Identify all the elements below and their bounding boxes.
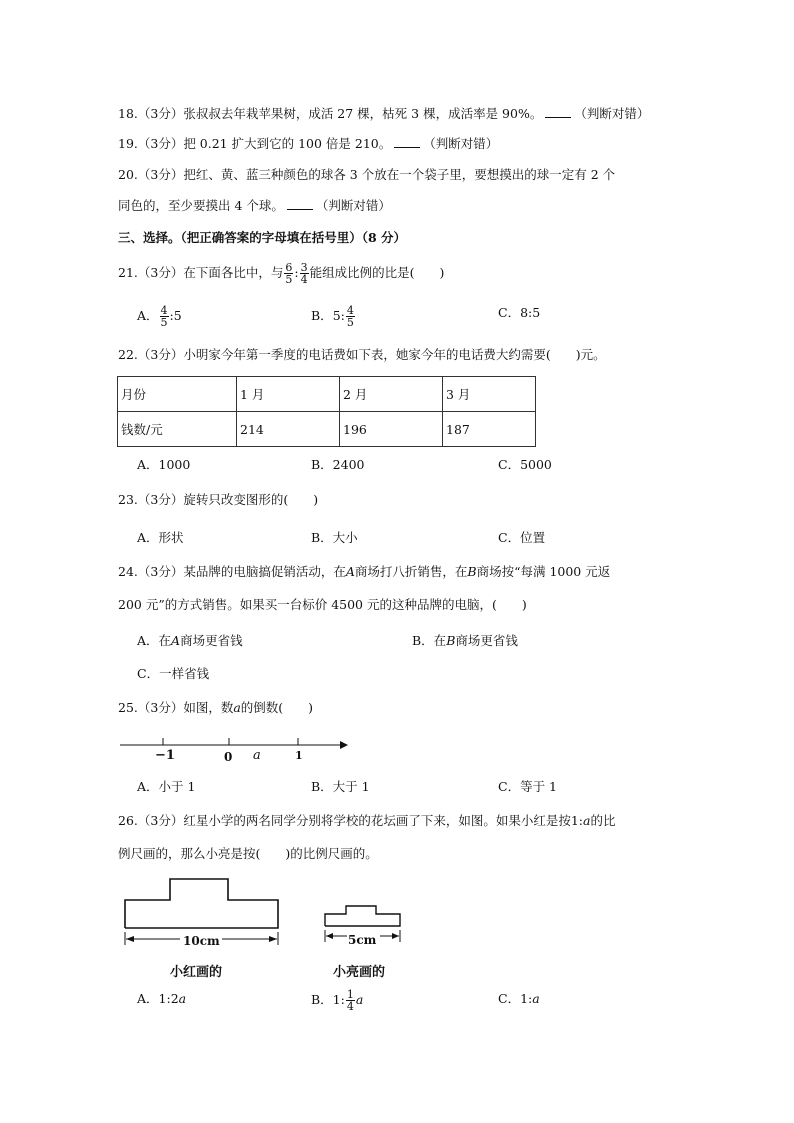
table-cell: 196: [340, 412, 443, 447]
question-19: [118, 136, 498, 152]
fraction-four-fifths: $\frac{4}{5}$: [160, 304, 168, 329]
figure-label-xiaohong: 小红画的: [170, 965, 223, 980]
answer-blank[interactable]: [545, 107, 571, 118]
option-25-a[interactable]: A．小于 1: [137, 779, 196, 794]
option-24-a[interactable]: A．在A商场更省钱: [137, 633, 243, 648]
table-cell: 214: [237, 412, 340, 447]
variable-a: A: [345, 564, 355, 579]
fraction-six-fifths: $\frac{6}{5}$: [285, 261, 293, 286]
question-20-line1: 20.（3分）把红、黄、蓝三种颜色的球各 3 个放在一个袋子里，要想摸出的球一定有 2 个: [118, 167, 616, 182]
arrow-right-icon: [392, 933, 399, 939]
variable-a: a: [583, 813, 591, 828]
label-minus-one: −1: [155, 748, 175, 763]
question-21-prefix: 21.（3分）在下面各比中，与: [118, 265, 284, 280]
label-a: a: [253, 748, 261, 763]
judge-hint: （判断对错）: [423, 136, 499, 151]
arrow-right-icon: [340, 741, 348, 749]
fraction-one-fourth: $\frac{1}{4}$: [346, 988, 354, 1013]
option-22-c[interactable]: C．5000: [498, 457, 552, 472]
question-19-text: 19.（3分）把 0.21 扩大到它的 100 倍是 210。: [118, 136, 392, 151]
label-zero: 0: [224, 750, 233, 764]
option-22-b[interactable]: B．2400: [311, 457, 365, 472]
judge-hint: （判断对错）: [315, 198, 391, 213]
table-header-cell: 1 月: [237, 377, 340, 412]
table-row: [118, 377, 536, 412]
table-header-cell: 2 月: [340, 377, 443, 412]
option-22-a[interactable]: A．1000: [137, 457, 191, 472]
variable-a: a: [233, 700, 241, 715]
judge-hint: （判断对错）: [574, 106, 650, 121]
option-21-b[interactable]: B．5: $\frac{4}{5}$: [311, 304, 354, 329]
question-20-line2: [118, 198, 391, 214]
section-3-heading: 三、选择。（把正确答案的字母填在括号里）（8 分）: [118, 230, 407, 245]
arrow-left-icon: [326, 933, 333, 939]
answer-blank[interactable]: [287, 199, 313, 210]
option-23-c[interactable]: C．位置: [498, 530, 546, 545]
fraction-three-fourths: $\frac{3}{4}$: [300, 261, 308, 286]
option-26-c[interactable]: C．1:a: [498, 991, 540, 1006]
question-21: [118, 262, 444, 285]
flowerbed-outline: [125, 879, 278, 928]
arrow-right-icon: [269, 936, 277, 942]
question-22: 22.（3分）小明家今年第一季度的电话费如下表，她家今年的电话费大约需要( )元。: [118, 347, 606, 362]
question-25: 25.（3分）如图，数a的倒数( ): [118, 700, 314, 715]
answer-blank[interactable]: [394, 137, 420, 148]
ratio-colon: :: [294, 265, 299, 280]
question-21-suffix: 能组成比例的比是( ): [309, 265, 445, 280]
phone-bill-table: [117, 376, 536, 447]
table-header-cell: 月份: [118, 377, 237, 412]
dimension-label-10cm: 10cm: [183, 934, 220, 948]
question-24-line1: 24.（3分）某品牌的电脑搞促销活动，在A商场打八折销售，在B商场按“每满 1000 元返: [118, 564, 611, 579]
question-24-line2: 200 元”的方式销售。如果买一台标价 4500 元的这种品牌的电脑，( ): [118, 597, 527, 612]
arrow-left-icon: [126, 936, 134, 942]
option-25-b[interactable]: B．大于 1: [311, 779, 370, 794]
question-20-text: 同色的，至少要摸出 4 个球。: [118, 198, 284, 213]
option-23-b[interactable]: B．大小: [311, 530, 358, 545]
table-header-cell: 3 月: [443, 377, 536, 412]
option-21-a[interactable]: A． $\frac{4}{5}$ :5: [137, 304, 182, 329]
option-25-c[interactable]: C．等于 1: [498, 779, 557, 794]
question-26-line1: 26.（3分）红星小学的两名同学分别将学校的花坛画了下来，如图。如果小红是按1:a的比: [118, 813, 616, 828]
fraction-four-fifths: $\frac{4}{5}$: [346, 304, 354, 329]
question-26-line2: 例尺画的，那么小亮是按( )的比例尺画的。: [118, 846, 378, 861]
table-row: [118, 412, 536, 447]
dimension-label-5cm: 5cm: [348, 933, 377, 947]
option-24-b[interactable]: B．在B商场更省钱: [412, 633, 518, 648]
variable-b: B: [467, 564, 477, 579]
option-26-b[interactable]: B．1: $\frac{1}{4}$ a: [311, 988, 364, 1013]
option-21-c[interactable]: C．8:5: [498, 305, 541, 320]
flowerbed-outline: [325, 906, 400, 926]
question-18-text: 18.（3分）张叔叔去年栽苹果树，成活 27 棵，枯死 3 棵，成活率是 90%。: [118, 106, 543, 121]
table-cell: 钱数/元: [118, 412, 237, 447]
figure-label-xiaoliang: 小亮画的: [333, 965, 386, 980]
option-26-a[interactable]: A．1:2a: [137, 991, 187, 1006]
label-one: 1: [295, 749, 303, 762]
number-line: [118, 735, 354, 769]
option-24-c[interactable]: C．一样省钱: [137, 666, 210, 681]
question-23: 23.（3分）旋转只改变图形的( ): [118, 492, 319, 507]
table-cell: 187: [443, 412, 536, 447]
question-18: [118, 106, 649, 122]
option-23-a[interactable]: A．形状: [137, 530, 184, 545]
